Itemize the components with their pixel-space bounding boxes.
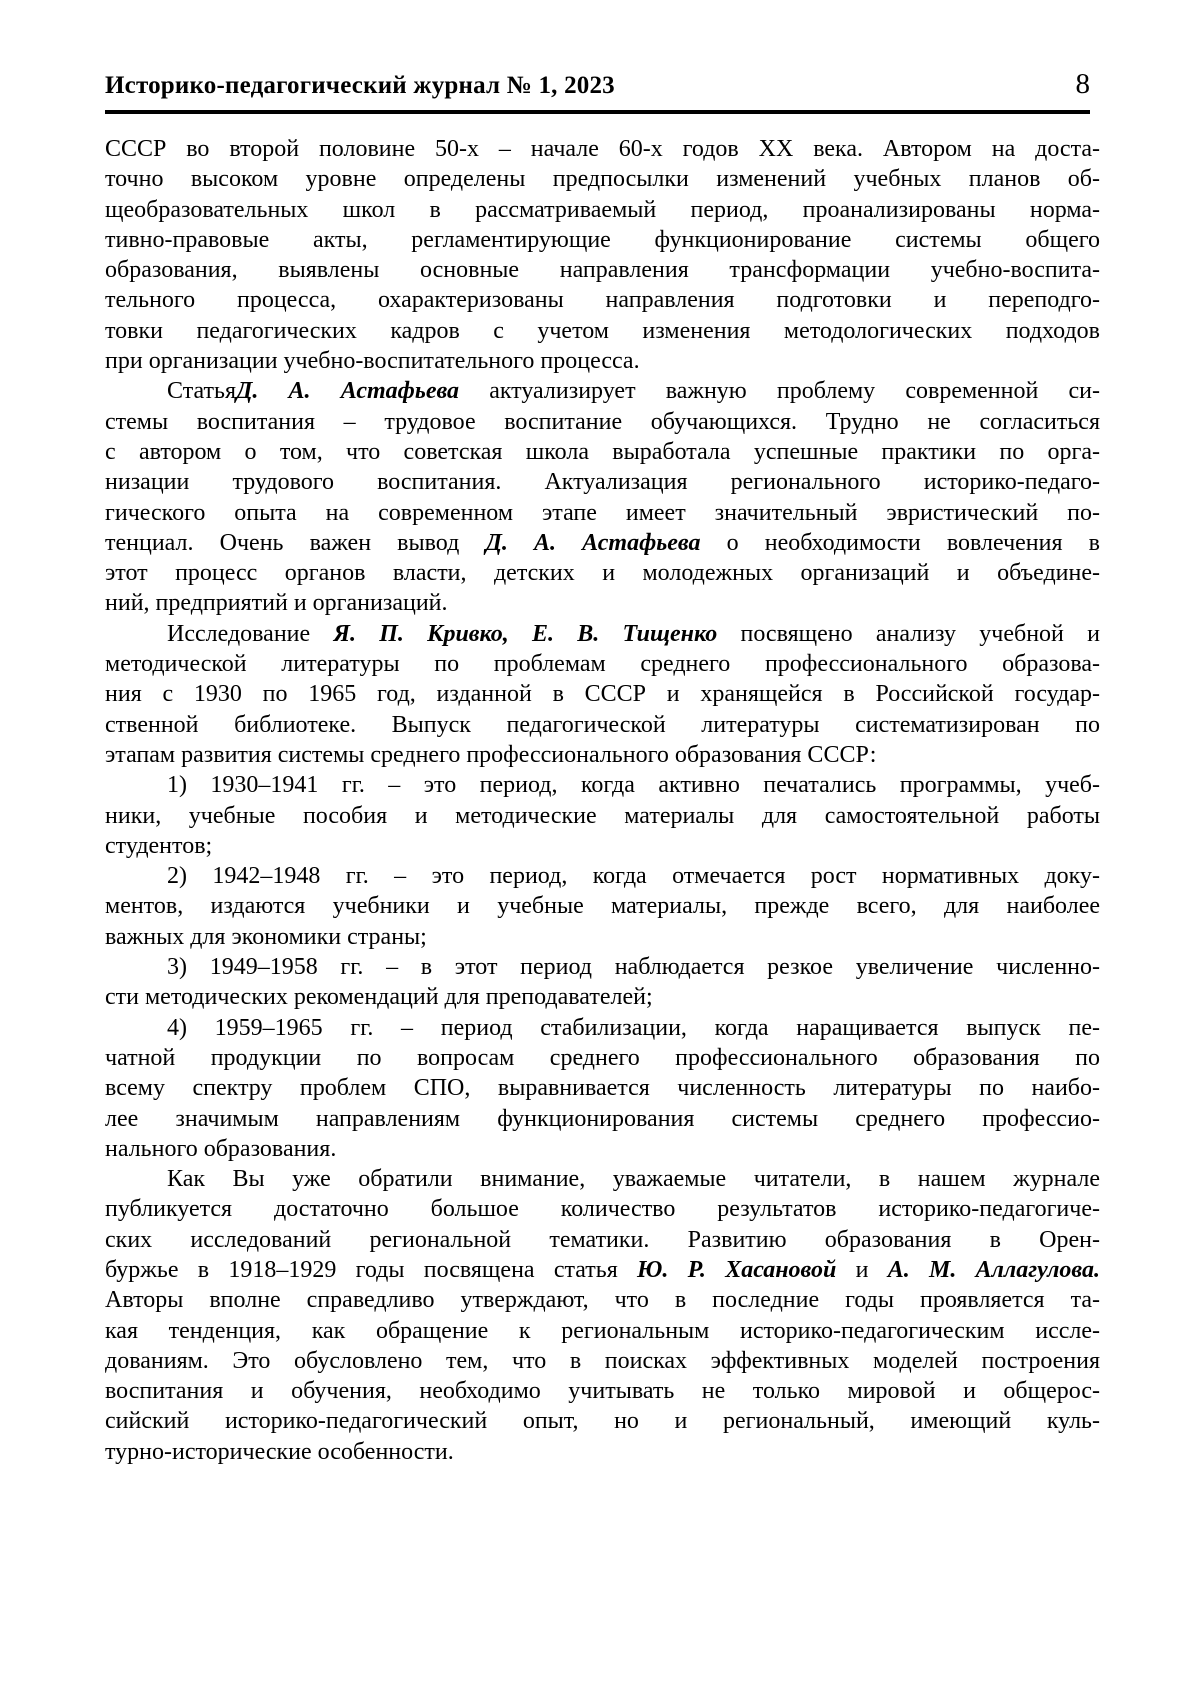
text-segment: тельного процесса, охарактеризованы направления подготовки и переподго- bbox=[105, 287, 1100, 314]
text-segment: тивно-правовые акты, регламентирующие функционирование системы общего bbox=[105, 226, 1100, 253]
text-segment: 4) 1959–1965 гг. – период стабилизации, когда наращивается выпуск пе- bbox=[167, 1014, 1100, 1041]
text-segment: 3) 1949–1958 гг. – в этот период наблюдается резкое увеличение численно- bbox=[167, 954, 1100, 981]
text-segment: студентов; bbox=[105, 832, 213, 859]
text-line bbox=[105, 1346, 1100, 1376]
text-segment: ний, предприятий и организаций. bbox=[105, 590, 448, 617]
text-line bbox=[105, 649, 1100, 679]
text-segment: образования, выявлены основные направления трансформации учебно-воспита- bbox=[105, 257, 1100, 284]
text-line bbox=[105, 1164, 1100, 1194]
running-head bbox=[105, 68, 1090, 114]
text-segment: посвящено анализу учебной и bbox=[717, 620, 1101, 647]
paragraph bbox=[105, 1164, 1100, 1467]
text-line bbox=[105, 498, 1100, 528]
text-line bbox=[105, 134, 1100, 164]
text-segment: воспитания и обучения, необходимо учитывать не только мировой и общерос- bbox=[105, 1378, 1100, 1405]
text-segment: Как Вы уже обратили внимание, уважаемые читатели, в нашем журнале bbox=[167, 1166, 1100, 1193]
text-segment: Статья bbox=[167, 378, 236, 405]
text-segment: стемы воспитания – трудовое воспитание обучающихся. Трудно не согласиться bbox=[105, 408, 1100, 435]
text-segment: всему спектру проблем СПО, выравнивается численность литературы по наибо- bbox=[105, 1075, 1100, 1102]
journal-title: Историко-педагогический журнал № 1, 2023 bbox=[105, 72, 615, 99]
text-segment: 1) 1930–1941 гг. – это период, когда активно печатались программы, учеб- bbox=[167, 772, 1100, 799]
text-segment: товки педагогических кадров с учетом изменения методологических подходов bbox=[105, 317, 1100, 344]
text-line bbox=[105, 528, 1100, 558]
paragraph bbox=[105, 376, 1100, 618]
text-segment: СССР во второй половине 50-х – начале 60-х годов XX века. Автором на доста- bbox=[105, 136, 1100, 162]
paragraph bbox=[105, 952, 1100, 1013]
text-line bbox=[105, 710, 1100, 740]
text-line bbox=[105, 952, 1100, 982]
text-line bbox=[105, 437, 1100, 467]
text-line bbox=[105, 831, 1100, 861]
text-line bbox=[105, 1376, 1100, 1406]
text-segment: ственной библиотеке. Выпуск педагогической литературы систематизирован по bbox=[105, 711, 1100, 738]
text-line bbox=[105, 861, 1100, 891]
author-name: Ю. Р. Хасановой bbox=[637, 1256, 837, 1283]
text-segment: гического опыта на современном этапе имеет значительный эвристический по- bbox=[105, 499, 1100, 526]
text-segment: публикуется достаточно большое количество результатов историко-педагогиче- bbox=[105, 1196, 1100, 1223]
paragraph bbox=[105, 770, 1100, 861]
text-segment: этапам развития системы среднего профессионального образования СССР: bbox=[105, 741, 877, 768]
text-segment: методической литературы по проблемам среднего профессионального образова- bbox=[105, 651, 1100, 678]
text-segment: турно-исторические особенности. bbox=[105, 1438, 454, 1465]
author-name: Д. А. Астафьева bbox=[485, 529, 701, 556]
text-segment: этот процесс органов власти, детских и молодежных организаций и объедине- bbox=[105, 560, 1100, 587]
text-line bbox=[105, 891, 1100, 921]
text-line bbox=[105, 740, 1100, 770]
text-line bbox=[105, 1406, 1100, 1436]
text-line bbox=[105, 376, 1100, 406]
text-segment: буржье в 1918–1929 годы посвящена статья bbox=[105, 1256, 638, 1283]
text-segment: сти методических рекомендаций для преподавателей; bbox=[105, 984, 653, 1011]
text-segment: и bbox=[836, 1256, 888, 1283]
text-line bbox=[105, 770, 1100, 800]
text-segment: при организации учебно-воспитательного процесса. bbox=[105, 348, 640, 375]
text-line bbox=[105, 922, 1100, 952]
text-line bbox=[105, 316, 1100, 346]
text-segment: сийский историко-педагогический опыт, но и региональный, имеющий куль- bbox=[105, 1408, 1100, 1435]
text-line bbox=[105, 1013, 1100, 1043]
text-segment: Авторы вполне справедливо утверждают, что в последние годы проявляется та- bbox=[105, 1287, 1100, 1314]
paragraph bbox=[105, 134, 1100, 376]
text-line bbox=[105, 801, 1100, 831]
text-segment: ментов, издаются учебники и учебные материалы, прежде всего, для наиболее bbox=[105, 893, 1100, 920]
text-line bbox=[105, 1316, 1100, 1346]
text-line bbox=[105, 1225, 1100, 1255]
text-line bbox=[105, 1285, 1100, 1315]
text-segment: нального образования. bbox=[105, 1135, 337, 1162]
text-segment: лее значимым направлениям функционирования системы среднего профессио- bbox=[105, 1105, 1100, 1132]
paragraph bbox=[105, 619, 1100, 770]
text-line bbox=[105, 558, 1100, 588]
text-line bbox=[105, 1194, 1100, 1224]
text-line bbox=[105, 679, 1100, 709]
text-segment: тенциал. Очень важен вывод bbox=[105, 529, 486, 556]
text-segment: Исследование bbox=[167, 620, 334, 647]
article-body bbox=[105, 134, 1100, 1467]
paragraph bbox=[105, 861, 1100, 952]
text-line bbox=[105, 164, 1100, 194]
text-line bbox=[105, 1043, 1100, 1073]
text-line bbox=[105, 407, 1100, 437]
text-line bbox=[105, 619, 1100, 649]
text-line bbox=[105, 195, 1100, 225]
author-name: А. М. Аллагулова. bbox=[887, 1256, 1100, 1283]
text-line bbox=[105, 285, 1100, 315]
text-segment: актуализирует важную проблему современной си- bbox=[459, 378, 1100, 405]
text-segment: дованиям. Это обусловлено тем, что в поисках эффективных моделей построения bbox=[105, 1347, 1100, 1374]
text-line bbox=[105, 1437, 1100, 1467]
text-line bbox=[105, 346, 1100, 376]
text-segment: 2) 1942–1948 гг. – это период, когда отмечается рост нормативных доку- bbox=[167, 863, 1100, 890]
author-name: Д. А. Астафьева bbox=[235, 378, 460, 405]
text-line bbox=[105, 982, 1100, 1012]
text-line bbox=[105, 1255, 1100, 1285]
text-segment: ских исследований региональной тематики. Развитию образования в Орен- bbox=[105, 1226, 1100, 1253]
text-segment: о необходимости вовлечения в bbox=[700, 529, 1101, 556]
text-segment: низации трудового воспитания. Актуализация регионального историко-педаго- bbox=[105, 469, 1100, 496]
text-line bbox=[105, 255, 1100, 285]
page-number: 8 bbox=[1075, 68, 1090, 100]
text-segment: точно высоком уровне определены предпосылки изменений учебных планов об- bbox=[105, 166, 1100, 193]
text-line bbox=[105, 588, 1100, 618]
paragraph bbox=[105, 1013, 1100, 1164]
text-segment: чатной продукции по вопросам среднего профессионального образования по bbox=[105, 1044, 1100, 1071]
text-line bbox=[105, 1134, 1100, 1164]
text-line bbox=[105, 1073, 1100, 1103]
text-segment: ния с 1930 по 1965 год, изданной в СССР и хранящейся в Российской государ- bbox=[105, 681, 1100, 708]
text-segment: кая тенденция, как обращение к региональным историко-педагогическим иссле- bbox=[105, 1317, 1100, 1344]
text-line bbox=[105, 467, 1100, 497]
author-name: Я. П. Кривко, Е. В. Тищенко bbox=[333, 620, 718, 647]
text-segment: ники, учебные пособия и методические материалы для самостоятельной работы bbox=[105, 802, 1100, 829]
text-segment: щеобразовательных школ в рассматриваемый период, проанализированы норма- bbox=[105, 196, 1100, 223]
text-line bbox=[105, 1104, 1100, 1134]
text-segment: важных для экономики страны; bbox=[105, 923, 427, 950]
text-line bbox=[105, 225, 1100, 255]
text-segment: с автором о том, что советская школа выработала успешные практики по орга- bbox=[105, 438, 1100, 465]
